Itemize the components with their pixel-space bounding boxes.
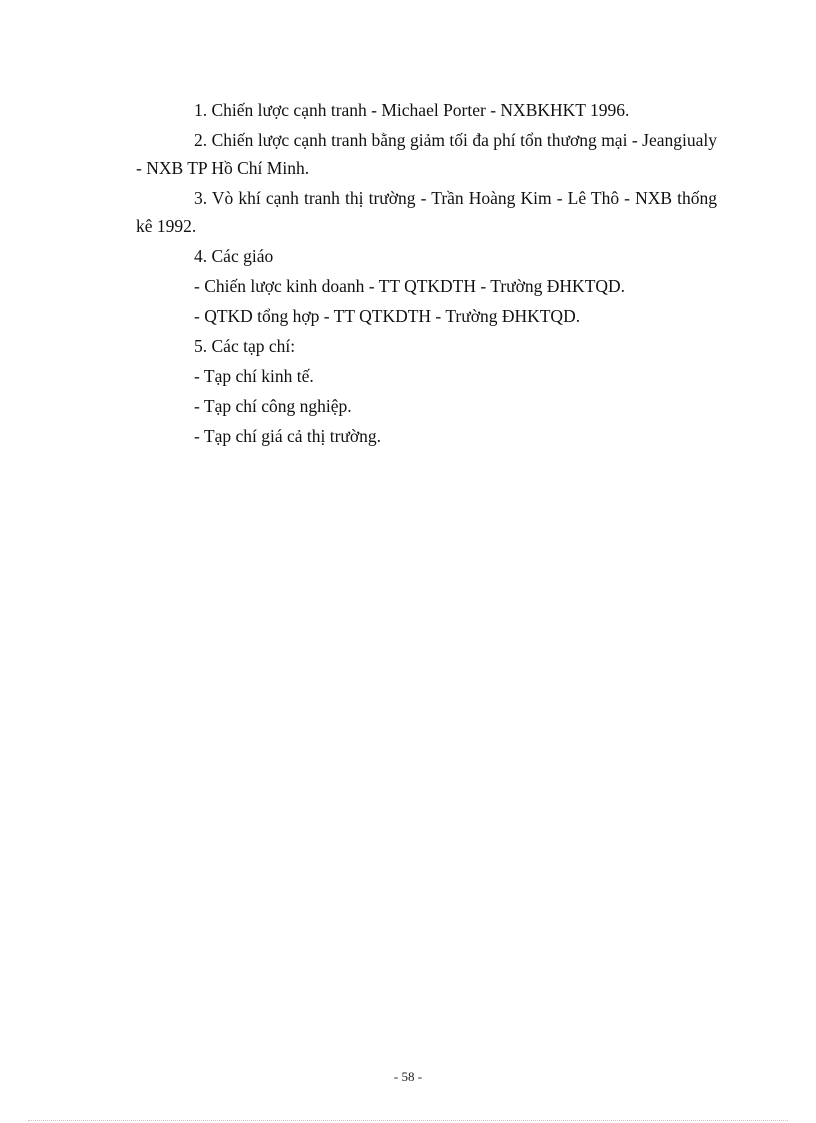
reference-item-5-heading: 5. Các tạp chí: [194,336,296,356]
reference-item-4-sub-1: - Chiến lược kinh doanh - TT QTKDTH - Trường ĐHKTQD. [194,276,626,296]
reference-item-5-sub-3: - Tạp chí giá cả thị trường. [194,426,382,446]
page-number: - 58 - [393,1069,423,1084]
reference-item-5-sub-1: - Tạp chí kinh tế. [194,366,314,386]
reference-item-1: 1. Chiến lược cạnh tranh - Michael Porter - NXBKHKT 1996. [194,100,630,120]
page-bottom-divider [28,1120,788,1121]
reference-item-3: 3. Vò khí cạnh tranh thị trường - Trần Hoàng Kim - Lê Thô - NXB thống kê 1992. [136,188,717,236]
reference-item-2: 2. Chiến lược cạnh tranh bằng giảm tối đa phí tổn thương mại - Jeangiualy - NXB TP Hồ Chí Minh. [136,130,717,178]
reference-item-5-sub-2: - Tạp chí công nghiệp. [194,396,352,416]
references-list [136,96,717,452]
reference-item-4-sub-2: - QTKD tổng hợp - TT QTKDTH - Trường ĐHKTQD. [194,306,581,326]
reference-item-4-heading: 4. Các giáo [194,246,274,266]
